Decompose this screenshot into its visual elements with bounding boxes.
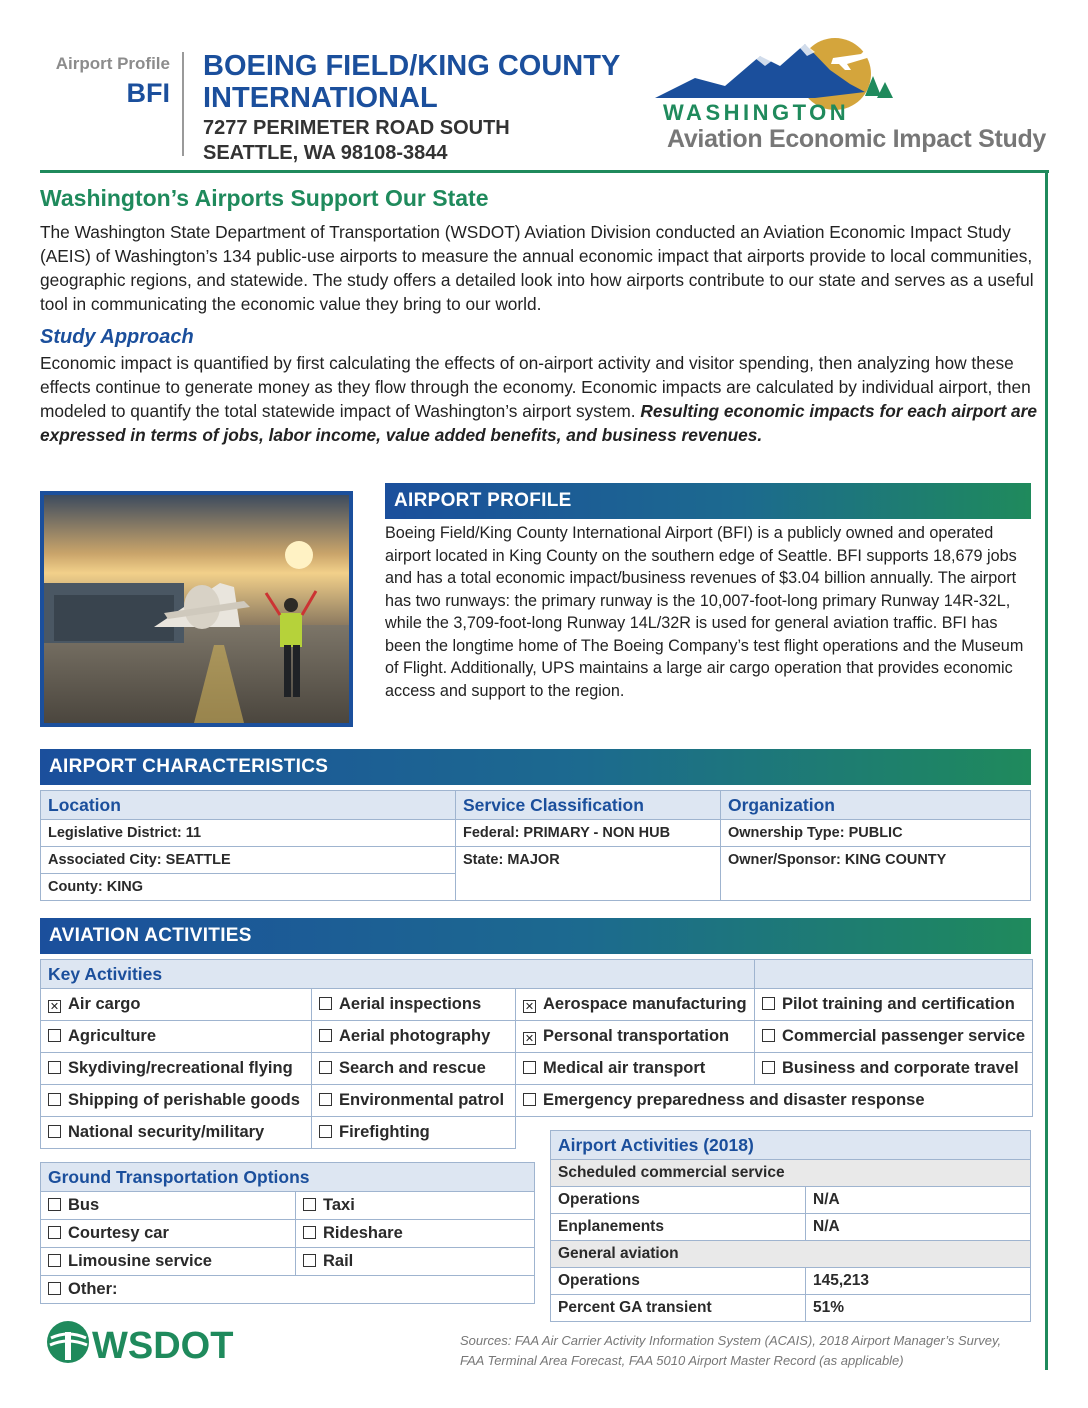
checkbox[interactable]: [48, 1226, 61, 1239]
checkbox[interactable]: [319, 1061, 332, 1074]
operations-label: Operations: [551, 1187, 806, 1214]
legislative-district: Legislative District: 11: [41, 820, 456, 847]
profile-label: Airport Profile: [55, 54, 170, 73]
activity-item: Shipping of perishable goods: [41, 1085, 312, 1117]
enplanements-value: N/A: [806, 1214, 1031, 1241]
state-classification: State: MAJOR: [456, 847, 721, 901]
ga-operations-label: Operations: [551, 1268, 806, 1295]
enplanements-label: Enplanements: [551, 1214, 806, 1241]
ga-transient-label: Percent GA transient: [551, 1295, 806, 1322]
ground-option: Rideshare: [296, 1220, 535, 1248]
airport-name-line2: INTERNATIONAL: [203, 82, 438, 114]
checkbox[interactable]: [523, 1061, 536, 1074]
aviation-activities-bar: AVIATION ACTIVITIES: [40, 918, 1031, 954]
intro-title: Washington’s Airports Support Our State: [40, 185, 489, 211]
activity-item: Agriculture: [41, 1021, 312, 1053]
scheduled-service-header: Scheduled commercial service: [551, 1160, 1031, 1187]
activity-item: Commercial passenger service: [755, 1021, 1033, 1053]
wsdot-logo-text: WSDOT: [92, 1325, 234, 1367]
activity-item: Search and rescue: [312, 1053, 516, 1085]
checkbox[interactable]: [303, 1254, 316, 1267]
ga-transient-value: 51%: [806, 1295, 1031, 1322]
activity-item: National security/military: [41, 1117, 312, 1149]
checkbox[interactable]: [48, 1029, 61, 1042]
activity-item: Business and corporate travel: [755, 1053, 1033, 1085]
county: County: KING: [41, 874, 456, 901]
key-activities-header: Key Activities: [41, 960, 755, 989]
checkbox-checked[interactable]: [523, 1000, 536, 1013]
federal-classification: Federal: PRIMARY - NON HUB: [456, 820, 721, 847]
service-classification-header: Service Classification: [456, 791, 721, 820]
airport-address: [203, 116, 510, 166]
key-activities-header-blank: [755, 960, 1033, 989]
approach-emphasis: Resulting economic impacts for each airport are expressed in terms of jobs, labor income, value added benefits, and business revenues.: [40, 401, 1037, 445]
sources-line1: Sources: FAA Air Carrier Activity Information System (ACAIS), 2018 Airport Manager’s Survey,: [460, 1333, 1002, 1348]
key-activities-table: [40, 959, 1033, 1149]
activity-item: ✕Air cargo: [41, 989, 312, 1021]
ground-transportation-header: Ground Transportation Options: [41, 1163, 535, 1192]
ground-option: Other:: [41, 1276, 535, 1304]
airport-characteristics-bar: AIRPORT CHARACTERISTICS: [40, 749, 1031, 785]
wsdot-logo: [46, 1318, 256, 1368]
activity-item: Environmental patrol: [312, 1085, 516, 1117]
checkbox[interactable]: [762, 1061, 775, 1074]
activity-item: Aerial photography: [312, 1021, 516, 1053]
checkbox[interactable]: [523, 1093, 536, 1106]
ground-option: Courtesy car: [41, 1220, 296, 1248]
intro-body: The Washington State Department of Transportation (WSDOT) Aviation Division conducted an Aviation Economic Impact Study (AEIS) of Washington’s 134 public-use airports to measure the annual economic impact that airports provide to local communities, geographic regions, and statewide. The study offers a detailed look into how airports contribute to our state and serves as a useful tool in communicating the economic value they bring to our world.: [40, 222, 1034, 314]
operations-value: N/A: [806, 1187, 1031, 1214]
ground-option: Limousine service: [41, 1248, 296, 1276]
airport-profile-bar: AIRPORT PROFILE: [385, 483, 1031, 519]
activity-item: Firefighting: [312, 1117, 516, 1149]
airport-activities-table: [550, 1130, 1031, 1322]
checkbox-checked[interactable]: [48, 1000, 61, 1013]
ground-option: Bus: [41, 1192, 296, 1220]
sources-note: [460, 1331, 1040, 1371]
activity-item: Aerial inspections: [312, 989, 516, 1021]
header-divider: [182, 52, 184, 156]
activity-item: Skydiving/recreational flying: [41, 1053, 312, 1085]
checkbox[interactable]: [48, 1282, 61, 1295]
airport-name-line1: BOEING FIELD/KING COUNTY: [203, 50, 621, 82]
approach-body: [40, 351, 1040, 447]
address-line2: SEATTLE, WA 98108-3844: [203, 142, 448, 164]
ownership-type: Ownership Type: PUBLIC: [721, 820, 1031, 847]
checkbox[interactable]: [319, 1029, 332, 1042]
checkbox[interactable]: [319, 1125, 332, 1138]
ground-option: Rail: [296, 1248, 535, 1276]
activity-item: Medical air transport: [516, 1053, 755, 1085]
address-line1: 7277 PERIMETER ROAD SOUTH: [203, 117, 510, 139]
airport-code: BFI: [126, 78, 170, 108]
ground-option: Taxi: [296, 1192, 535, 1220]
activity-item: Pilot training and certification: [755, 989, 1033, 1021]
checkbox[interactable]: [48, 1061, 61, 1074]
airport-photo: [40, 491, 353, 727]
airport-profile-body: Boeing Field/King County International Airport (BFI) is a publicly owned and operated airport located in King County on the southern edge of Seattle. BFI supports 18,679 jobs and has a total economic impact/business revenues of $3.04 billion annually. The airport has two runways: the primary runway is the 10,007-foot-long primary Runway 14R-32L, while the 3,709-foot-long Runway 14L/32R is used for general aviation traffic. BFI has been the longtime home of The Boeing Company’s test flight operations and the Museum of Flight. Additionally, UPS maintains a large air cargo operation that provides economic access and support to the region.: [385, 524, 1024, 700]
checkbox[interactable]: [319, 1093, 332, 1106]
checkbox[interactable]: [319, 997, 332, 1010]
sources-line2: FAA Terminal Area Forecast, FAA 5010 Airport Master Record (as applicable): [460, 1353, 904, 1368]
checkbox[interactable]: [48, 1198, 61, 1211]
checkbox-checked[interactable]: [523, 1032, 536, 1045]
ga-operations-value: 145,213: [806, 1268, 1031, 1295]
approach-text: Economic impact is quantified by first calculating the effects of on-airport activity and visitor spending, then analyzing how these effects continue to generate money as they flow through the economy. Economic impacts are calculated by individual airport, then modeled to quantify the total statewide impact of Washington’s airport system.: [40, 353, 1031, 421]
activity-item: ✕ Personal transportation: [516, 1021, 755, 1053]
activity-item: ✕ Aerospace manufacturing: [516, 989, 755, 1021]
activity-item: Emergency preparedness and disaster response: [516, 1085, 1033, 1117]
green-rule-vertical: [1045, 170, 1048, 1370]
checkbox[interactable]: [303, 1198, 316, 1211]
logo-state: WASHINGTON: [663, 100, 850, 125]
ground-transportation-table: [40, 1162, 535, 1304]
checkbox[interactable]: [303, 1226, 316, 1239]
location-header: Location: [41, 791, 456, 820]
airport-activities-header: Airport Activities (2018): [551, 1131, 1031, 1160]
organization-header: Organization: [721, 791, 1031, 820]
approach-title: Study Approach: [40, 326, 194, 348]
characteristics-table: [40, 790, 1031, 901]
checkbox[interactable]: [48, 1093, 61, 1106]
airport-name: [203, 50, 643, 114]
checkbox[interactable]: [48, 1254, 61, 1267]
checkbox[interactable]: [762, 1029, 775, 1042]
checkbox[interactable]: [762, 997, 775, 1010]
owner-sponsor: Owner/Sponsor: KING COUNTY: [721, 847, 1031, 901]
general-aviation-header: General aviation: [551, 1241, 1031, 1268]
green-rule-horizontal: [40, 170, 1049, 173]
associated-city: Associated City: SEATTLE: [41, 847, 456, 874]
logo-study-name: Aviation Economic Impact Study: [667, 125, 1047, 153]
checkbox[interactable]: [48, 1125, 61, 1138]
